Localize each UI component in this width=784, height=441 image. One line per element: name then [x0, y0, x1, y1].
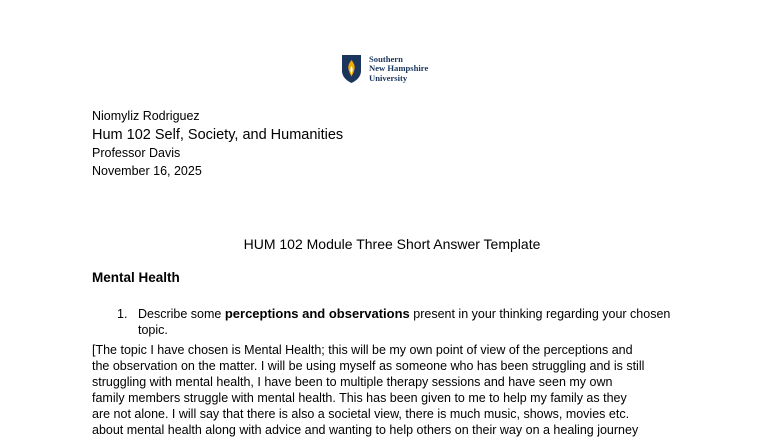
- answer-line: family members struggle with mental health. This has been given to me to help my family as they: [92, 391, 627, 405]
- professor-name: Professor Davis: [92, 146, 181, 160]
- question-number: 1.: [117, 307, 128, 321]
- student-name: Niomyliz Rodriguez: [92, 109, 200, 123]
- question-text-continuation: topic.: [138, 323, 168, 337]
- section-heading: Mental Health: [92, 270, 180, 285]
- document-title: HUM 102 Module Three Short Answer Template: [243, 236, 541, 252]
- document-header: [92, 109, 343, 182]
- logo-line-2: New Hampshire: [369, 63, 429, 74]
- answer-line: about mental health along with advice and wanting to help others on their way on a healing journey: [92, 423, 639, 437]
- logo-line-1: Southern: [369, 53, 403, 64]
- document-date: November 16, 2025: [92, 164, 202, 178]
- snhu-logo: [341, 54, 428, 84]
- answer-line: [The topic I have chosen is Mental Health; this will be my own point of view of the perceptions and: [92, 343, 633, 357]
- logo-wordmark: [369, 55, 428, 84]
- question-text-before: Describe some: [138, 307, 225, 321]
- question-1: [117, 306, 697, 338]
- logo-line-3: University: [369, 72, 408, 83]
- question-text-after: present in your thinking regarding your chosen: [409, 307, 671, 321]
- question-text-bold: perceptions and observations: [224, 306, 410, 321]
- answer-paragraph: [92, 342, 712, 438]
- shield-flame-icon: [341, 54, 362, 84]
- answer-line: struggling with mental health, I have been to multiple therapy sessions and have seen my own: [92, 375, 613, 389]
- answer-line: are not alone. I will say that there is also a societal view, there is much music, shows, movies etc.: [92, 407, 630, 421]
- question-text: [138, 306, 670, 322]
- answer-line: the observation on the matter. I will be using myself as someone who has been struggling and is still: [92, 359, 645, 373]
- course-name: Hum 102 Self, Society, and Humanities: [92, 127, 344, 143]
